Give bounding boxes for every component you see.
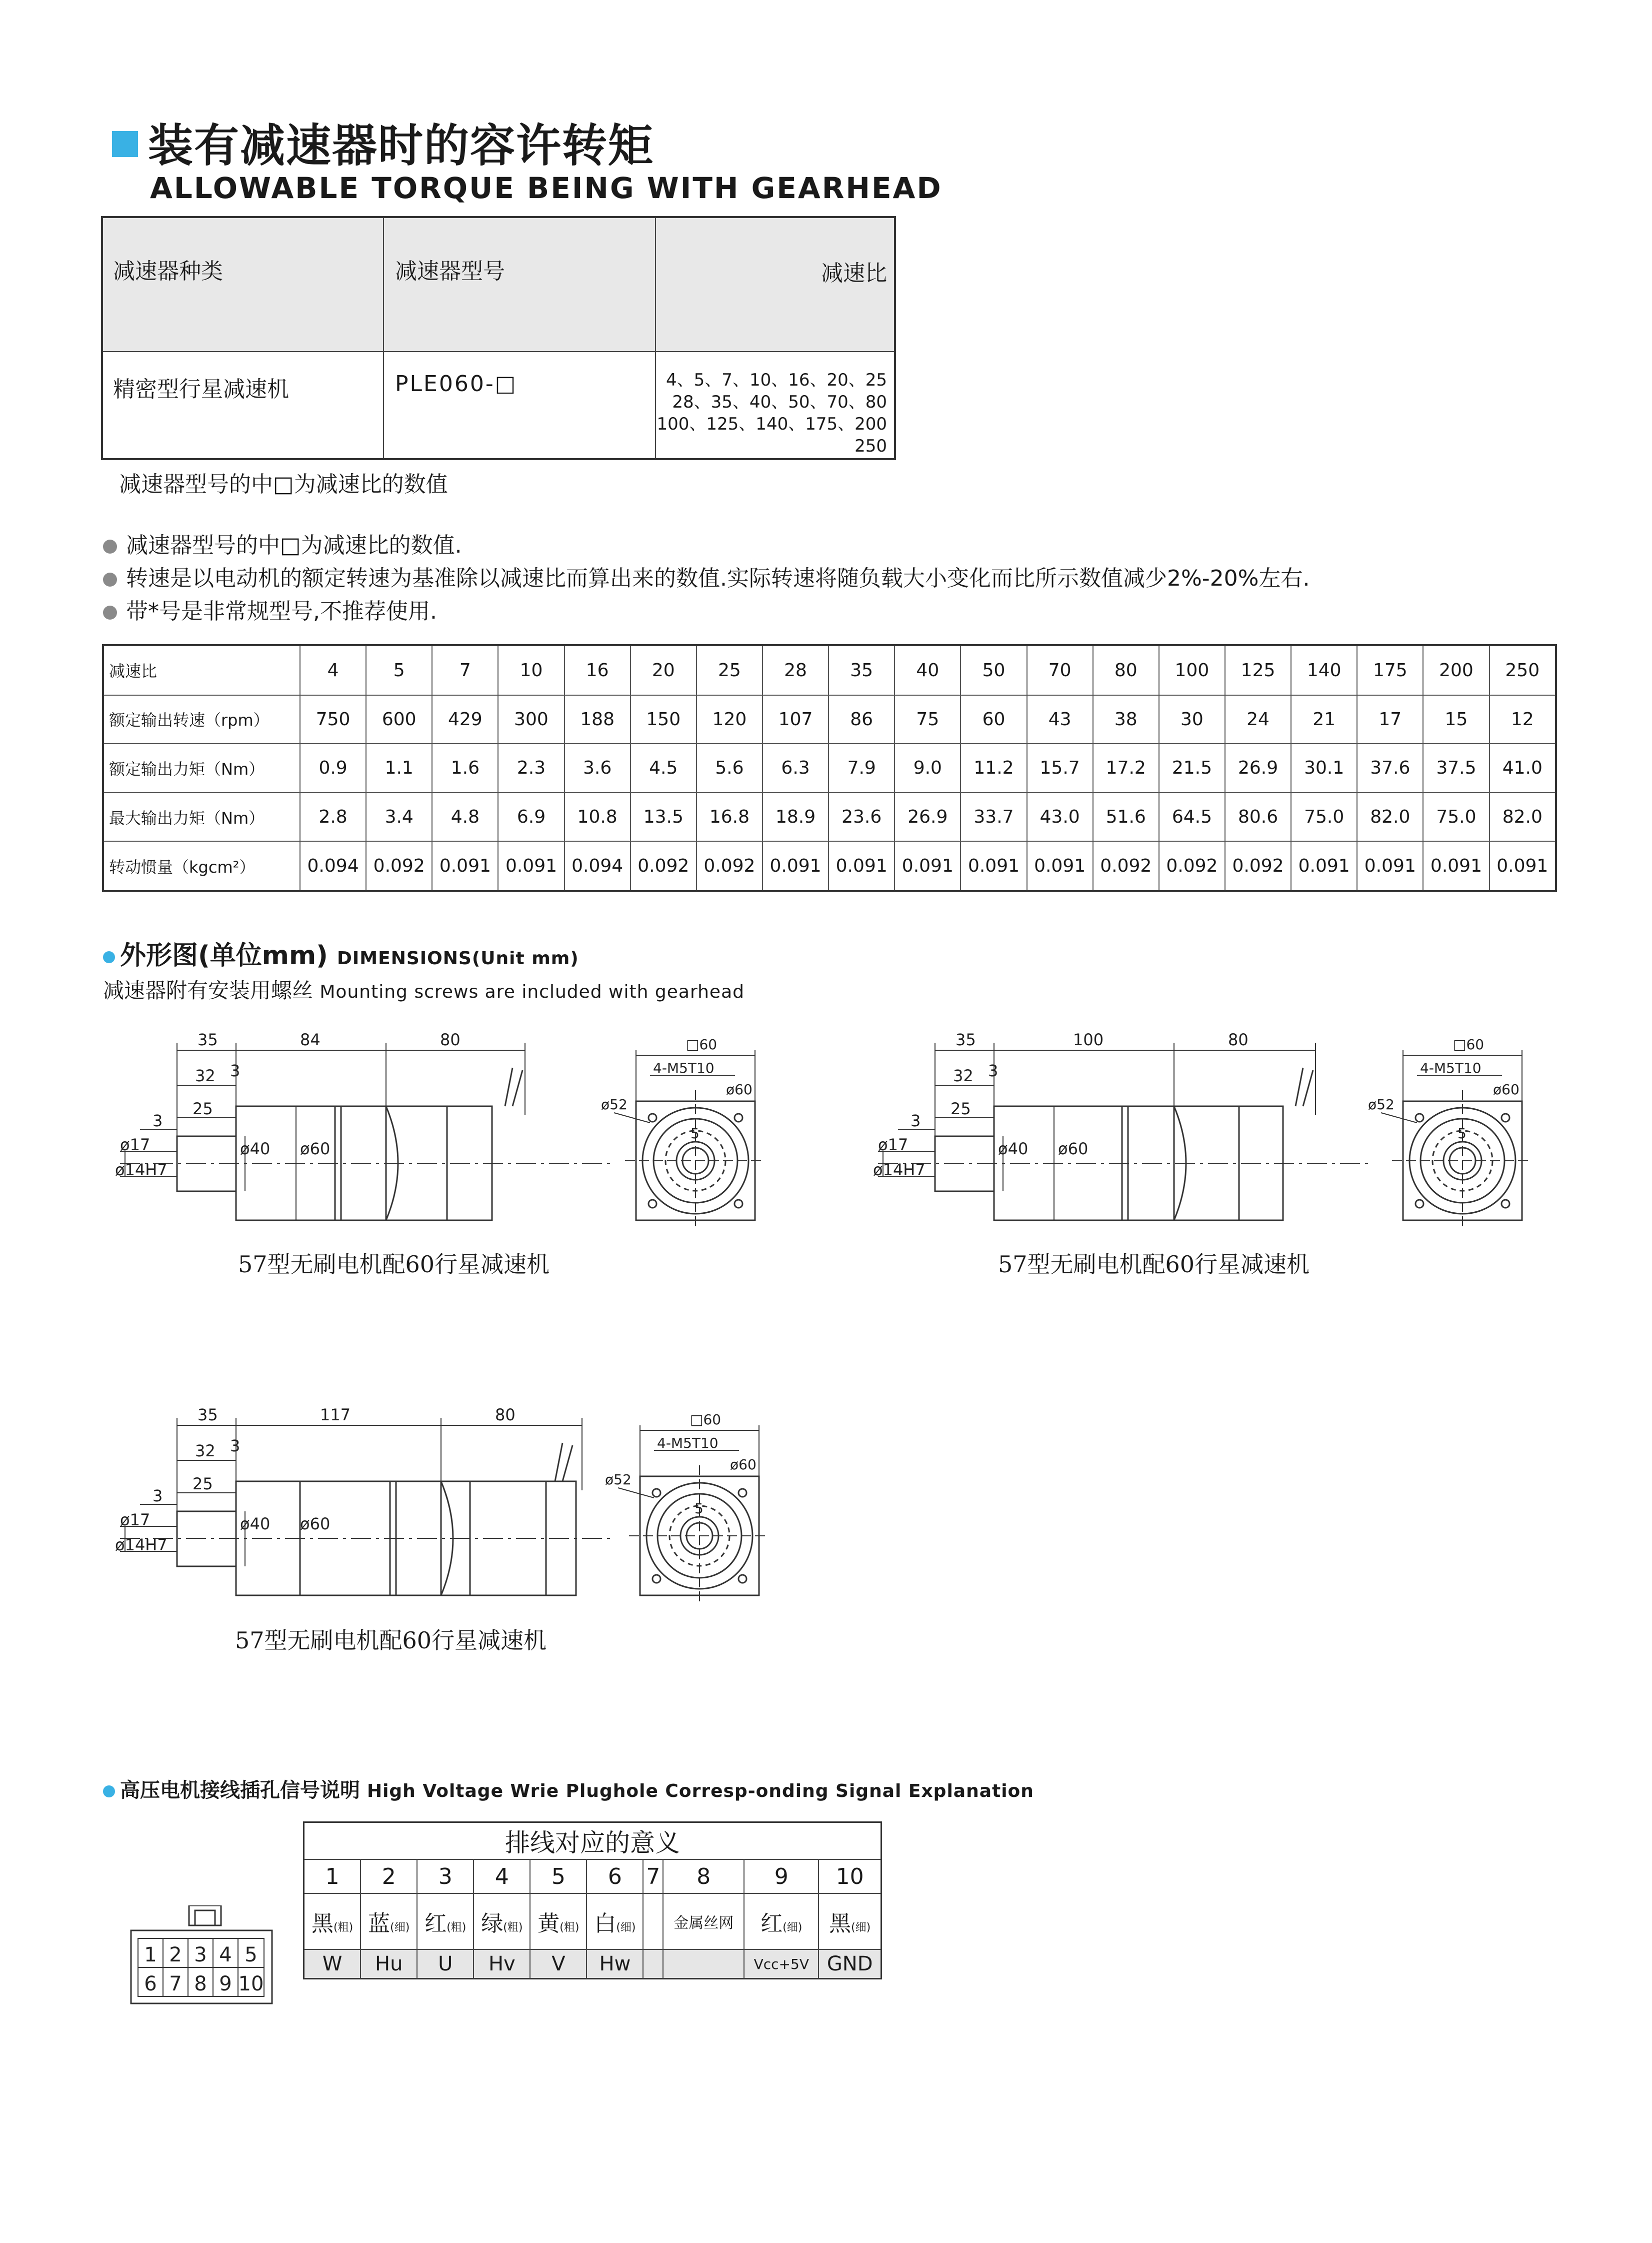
perf-cell: 26.9 (1225, 744, 1291, 793)
perf-cell: 51.6 (1093, 793, 1159, 842)
pin-label: 9 (219, 1972, 232, 1995)
wire-color (417, 1893, 474, 1949)
wire-color-name: 金属丝网 (674, 1914, 734, 1932)
dim-label: ø60 (730, 1456, 756, 1473)
dim-label: □60 (1453, 1036, 1484, 1053)
wire-gauge: (细) (851, 1921, 871, 1934)
wire-color (586, 1893, 643, 1949)
signal-name (663, 1949, 744, 1979)
perf-cell: 17 (1357, 695, 1423, 744)
perf-cell: 0.091 (1027, 841, 1093, 891)
perf-cell: 0.092 (1225, 841, 1291, 891)
signal-name: GND (818, 1949, 881, 1979)
perf-cell: 0.091 (432, 841, 498, 891)
perf-cell: 4 (300, 645, 366, 695)
dim-label: 80 (1228, 1030, 1248, 1049)
wire-color (360, 1893, 417, 1949)
dim-label: ø14H7 (115, 1535, 168, 1554)
perf-cell: 21 (1291, 695, 1357, 744)
section-dot-icon (103, 951, 115, 963)
page-subtitle: ALLOWABLE TORQUE BEING WITH GEARHEAD (150, 171, 942, 205)
perf-cell: 1.6 (432, 744, 498, 793)
dim-label: 84 (300, 1030, 320, 1049)
signal-name: W (304, 1949, 361, 1979)
bullet-icon (103, 573, 117, 587)
dim-label: ø60 (300, 1514, 330, 1533)
ratio-line: 28、35、40、50、70、80 (672, 392, 887, 412)
pin-number: 1 (304, 1859, 361, 1893)
dimensions-subheading: 减速器附有安装用螺丝 Mounting screws are included with gearhead (103, 978, 744, 1003)
perf-cell: 40 (894, 645, 960, 695)
wire-gauge: (粗) (334, 1921, 354, 1934)
gear-type: 精密型行星减速机 (102, 352, 384, 459)
dimension-drawing-2 (868, 1020, 1568, 1230)
perf-row (103, 645, 1556, 695)
perf-cell: 15.7 (1027, 744, 1093, 793)
perf-cell: 7 (432, 645, 498, 695)
perf-cell: 80 (1093, 645, 1159, 695)
perf-cell: 15 (1423, 695, 1489, 744)
signal-name: Hu (360, 1949, 417, 1979)
drawing-caption: 57型无刷电机配60行星减速机 (238, 1251, 550, 1278)
dim-label: 5 (690, 1125, 700, 1142)
ratio-line: 100、125、140、175、200 (656, 414, 887, 434)
perf-cell: 35 (828, 645, 894, 695)
perf-cell: 200 (1423, 645, 1489, 695)
wire-color-name: 黑 (312, 1911, 334, 1936)
perf-cell: 23.6 (828, 793, 894, 842)
dim-label: 117 (320, 1405, 351, 1424)
drawing-caption: 57型无刷电机配60行星减速机 (998, 1251, 1310, 1278)
dim-label: 4-M5T10 (1420, 1060, 1482, 1076)
signal-table-title: 排线对应的意义 (304, 1822, 882, 1860)
perf-cell: 4.8 (432, 793, 498, 842)
wire-color (744, 1893, 818, 1949)
dim-label: ø14H7 (115, 1160, 168, 1179)
dim-label: ø60 (1058, 1139, 1088, 1158)
dim-label: 3 (910, 1111, 921, 1130)
perf-cell: 600 (366, 695, 432, 744)
pin-number: 10 (818, 1859, 881, 1893)
pin-number: 5 (530, 1859, 586, 1893)
perf-cell: 20 (630, 645, 696, 695)
perf-cell: 75.0 (1291, 793, 1357, 842)
perf-cell: 38 (1093, 695, 1159, 744)
dim-label: □60 (690, 1411, 722, 1428)
perf-cell: 5.6 (696, 744, 762, 793)
perf-cell: 10.8 (564, 793, 630, 842)
perf-cell: 0.092 (1093, 841, 1159, 891)
row-label: 额定输出转速（rpm） (103, 695, 300, 744)
perf-cell: 6.3 (762, 744, 828, 793)
dim-label: 3 (230, 1436, 240, 1455)
dim-label: 25 (192, 1474, 213, 1493)
perf-cell: 175 (1357, 645, 1423, 695)
dim-label: ø60 (1493, 1081, 1520, 1098)
dim-label: 5 (1458, 1125, 1466, 1142)
dim-label: 35 (198, 1405, 218, 1424)
perf-cell: 120 (696, 695, 762, 744)
dim-label: ø40 (998, 1139, 1028, 1158)
perf-cell: 3.4 (366, 793, 432, 842)
perf-row (103, 841, 1556, 891)
pin-label: 4 (219, 1943, 232, 1966)
dim-label: 25 (192, 1099, 213, 1118)
dim-label: 3 (230, 1061, 240, 1080)
gearhead-table (101, 216, 896, 460)
perf-cell: 0.094 (564, 841, 630, 891)
dim-label: 5 (694, 1500, 704, 1517)
perf-cell: 0.092 (1159, 841, 1225, 891)
perf-cell: 30.1 (1291, 744, 1357, 793)
perf-cell: 0.091 (1291, 841, 1357, 891)
signal-table (303, 1821, 882, 1979)
perf-cell: 28 (762, 645, 828, 695)
connector-pinout (129, 1905, 274, 2005)
signal-name: U (417, 1949, 474, 1979)
signal-name (643, 1949, 663, 1979)
table-note: 减速器型号的中□为减速比的数值 (119, 472, 448, 497)
perf-cell: 750 (300, 695, 366, 744)
perf-cell: 150 (630, 695, 696, 744)
wire-color-name: 蓝 (368, 1911, 390, 1936)
perf-cell: 21.5 (1159, 744, 1225, 793)
pin-number: 3 (417, 1859, 474, 1893)
wire-color (643, 1893, 663, 1949)
pin-number: 8 (663, 1859, 744, 1893)
dim-label: 35 (956, 1030, 976, 1049)
perf-cell: 0.092 (696, 841, 762, 891)
row-label: 额定输出力矩（Nm） (103, 744, 300, 793)
page-title: 装有减速器时的容许转矩 (148, 120, 654, 172)
perf-cell: 37.6 (1357, 744, 1423, 793)
dim-label: 35 (198, 1030, 218, 1049)
dim-label: 4-M5T10 (653, 1060, 714, 1076)
dim-label: ø17 (120, 1510, 150, 1529)
gear-ratios (656, 352, 895, 459)
wire-color-name: 黑 (829, 1911, 852, 1936)
perf-cell: 0.094 (300, 841, 366, 891)
title-square-icon (112, 131, 138, 157)
dim-label: ø60 (300, 1139, 330, 1158)
perf-cell: 13.5 (630, 793, 696, 842)
section-dot-icon (103, 1785, 115, 1797)
perf-cell: 107 (762, 695, 828, 744)
bullet-icon (103, 606, 117, 620)
dim-label: ø52 (605, 1471, 632, 1488)
col-header-type: 减速器种类 (102, 217, 384, 352)
dim-label: 80 (495, 1405, 516, 1424)
col-header-model: 减速器型号 (384, 217, 656, 352)
perf-cell: 2.3 (498, 744, 564, 793)
dim-label: 32 (195, 1066, 216, 1085)
perf-cell: 82.0 (1357, 793, 1423, 842)
perf-cell: 3.6 (564, 744, 630, 793)
perf-cell: 50 (960, 645, 1026, 695)
perf-cell: 0.091 (828, 841, 894, 891)
perf-cell: 0.091 (1490, 841, 1556, 891)
wire-color (304, 1893, 361, 1949)
perf-cell: 70 (1027, 645, 1093, 695)
perf-cell: 41.0 (1490, 744, 1556, 793)
dim-label: 3 (988, 1061, 998, 1080)
wire-color-name: 白 (594, 1911, 616, 1936)
pin-number: 7 (643, 1859, 663, 1893)
dim-label: 100 (1073, 1030, 1104, 1049)
perf-cell: 26.9 (894, 793, 960, 842)
wire-color-name: 绿 (481, 1911, 504, 1936)
perf-cell: 12 (1490, 695, 1556, 744)
wire-color-name: 红 (424, 1911, 447, 1936)
row-label: 减速比 (103, 645, 300, 695)
perf-cell: 80.6 (1225, 793, 1291, 842)
signal-heading: 高压电机接线插孔信号说明 High Voltage Wrie Plughole Corresp-onding Signal Explanation (103, 1774, 1034, 1803)
perf-cell: 60 (960, 695, 1026, 744)
signal-name: V (530, 1949, 586, 1979)
dim-label: 32 (953, 1066, 974, 1085)
perf-cell: 250 (1490, 645, 1556, 695)
perf-row (103, 695, 1556, 744)
drawing-caption: 57型无刷电机配60行星减速机 (235, 1627, 547, 1654)
perf-cell: 64.5 (1159, 793, 1225, 842)
wire-color (474, 1893, 530, 1949)
pin-label: 7 (169, 1972, 182, 1995)
perf-cell: 18.9 (762, 793, 828, 842)
dimension-drawing-1 (110, 1020, 920, 1230)
perf-cell: 37.5 (1423, 744, 1489, 793)
perf-cell: 33.7 (960, 793, 1026, 842)
perf-cell: 0.092 (630, 841, 696, 891)
perf-cell: 100 (1159, 645, 1225, 695)
perf-cell: 43 (1027, 695, 1093, 744)
wire-gauge: (细) (616, 1921, 636, 1934)
dim-label: 4-M5T10 (657, 1435, 718, 1451)
dim-label: ø60 (726, 1081, 752, 1098)
perf-cell: 0.9 (300, 744, 366, 793)
bullet-icon (103, 540, 117, 554)
note-item: 转速是以电动机的额定转速为基准除以减速比而算出来的数值.实际转速将随负载大小变化而比所示数值减少2%-20%左右. (103, 562, 1310, 595)
wire-color-name: 黄 (538, 1911, 560, 1936)
signal-name: Vcc+5V (744, 1949, 818, 1979)
perf-cell: 4.5 (630, 744, 696, 793)
ratio-line: 250 (854, 436, 887, 456)
pin-label: 8 (194, 1972, 207, 1995)
perf-cell: 2.8 (300, 793, 366, 842)
wire-gauge: (细) (390, 1921, 410, 1934)
pin-label: 2 (169, 1943, 182, 1966)
pin-number: 6 (586, 1859, 643, 1893)
perf-cell: 82.0 (1490, 793, 1556, 842)
perf-cell: 429 (432, 695, 498, 744)
note-item: 带*号是非常规型号,不推荐使用. (103, 595, 1310, 628)
perf-cell: 16 (564, 645, 630, 695)
dim-label: ø17 (878, 1135, 908, 1154)
gear-model: PLE060-□ (384, 352, 656, 459)
perf-cell: 300 (498, 695, 564, 744)
dim-label: 3 (152, 1486, 163, 1505)
wire-color (818, 1893, 881, 1949)
row-label: 转动惯量（kgcm²） (103, 841, 300, 891)
pin-label: 1 (144, 1943, 157, 1966)
perf-cell: 140 (1291, 645, 1357, 695)
perf-cell: 30 (1159, 695, 1225, 744)
dim-label: ø40 (240, 1139, 270, 1158)
perf-cell: 188 (564, 695, 630, 744)
wire-gauge: (粗) (560, 1921, 580, 1934)
perf-cell: 0.091 (960, 841, 1026, 891)
dim-label: ø17 (120, 1135, 150, 1154)
dimensions-heading: 外形图(单位mm) DIMENSIONS(Unit mm) (103, 934, 579, 972)
wire-color (663, 1893, 744, 1949)
dim-label: 25 (950, 1099, 971, 1118)
perf-cell: 9.0 (894, 744, 960, 793)
pin-label: 6 (144, 1972, 157, 1995)
dim-label: ø52 (1368, 1096, 1394, 1113)
pin-label: 3 (194, 1943, 207, 1966)
wire-color-name: 红 (760, 1911, 783, 1936)
col-header-ratio: 减速比 (656, 217, 895, 352)
perf-cell: 25 (696, 645, 762, 695)
perf-cell: 0.091 (1357, 841, 1423, 891)
dim-label: □60 (686, 1036, 718, 1053)
wire-gauge: (粗) (503, 1921, 523, 1934)
pin-number: 2 (360, 1859, 417, 1893)
perf-row (103, 744, 1556, 793)
perf-cell: 17.2 (1093, 744, 1159, 793)
perf-cell: 0.091 (1423, 841, 1489, 891)
perf-cell: 7.9 (828, 744, 894, 793)
dimension-drawing-3 (110, 1395, 810, 1605)
wire-gauge: (粗) (446, 1921, 466, 1934)
perf-cell: 10 (498, 645, 564, 695)
perf-row (103, 793, 1556, 842)
perf-cell: 0.091 (762, 841, 828, 891)
perf-cell: 24 (1225, 695, 1291, 744)
performance-table (102, 644, 1557, 892)
wire-color (530, 1893, 586, 1949)
perf-cell: 75 (894, 695, 960, 744)
signal-name: Hv (474, 1949, 530, 1979)
pin-label: 10 (238, 1972, 264, 1995)
dim-label: 3 (152, 1111, 163, 1130)
dim-label: 32 (195, 1441, 216, 1460)
perf-cell: 86 (828, 695, 894, 744)
pin-number: 4 (474, 1859, 530, 1893)
note-item: 减速器型号的中□为减速比的数值. (103, 529, 1310, 562)
perf-cell: 0.092 (366, 841, 432, 891)
row-label: 最大输出力矩（Nm） (103, 793, 300, 842)
dim-label: ø14H7 (873, 1160, 926, 1179)
perf-cell: 43.0 (1027, 793, 1093, 842)
perf-cell: 75.0 (1423, 793, 1489, 842)
dim-label: ø40 (240, 1514, 270, 1533)
dim-label: ø52 (601, 1096, 628, 1113)
dim-label: 80 (440, 1030, 460, 1049)
perf-cell: 11.2 (960, 744, 1026, 793)
perf-cell: 16.8 (696, 793, 762, 842)
notes-list (103, 529, 1310, 628)
perf-cell: 0.091 (894, 841, 960, 891)
pin-label: 5 (244, 1943, 258, 1966)
pin-number: 9 (744, 1859, 818, 1893)
perf-cell: 6.9 (498, 793, 564, 842)
perf-cell: 0.091 (498, 841, 564, 891)
ratio-line: 4、5、7、10、16、20、25 (666, 370, 887, 390)
perf-cell: 5 (366, 645, 432, 695)
perf-cell: 1.1 (366, 744, 432, 793)
wire-gauge: (细) (782, 1921, 802, 1934)
perf-cell: 125 (1225, 645, 1291, 695)
signal-name: Hw (586, 1949, 643, 1979)
